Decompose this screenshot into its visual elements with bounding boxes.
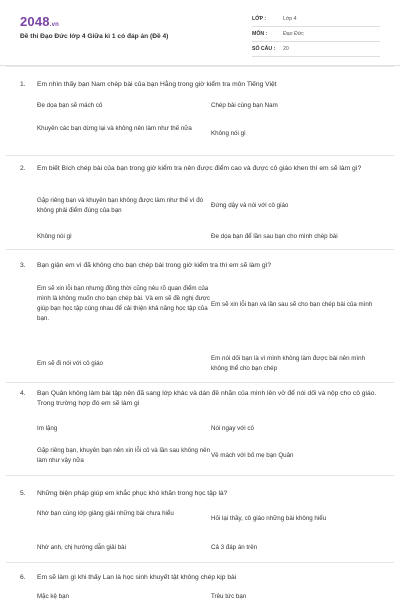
meta-row-subject: [252, 27, 380, 42]
answer-option[interactable]: Nói ngay với cô: [211, 425, 254, 432]
meta-row-count: [252, 42, 380, 57]
answer-option[interactable]: Gặp riêng bạn và khuyên bạn không được làm như thế vì đó không phải điểm đúng của bạn: [37, 197, 204, 214]
question-number: 4.: [20, 390, 26, 397]
divider: [6, 382, 394, 383]
answer-option[interactable]: Mặc kệ bạn: [37, 593, 69, 600]
question-number: 5.: [20, 490, 26, 497]
answer-option[interactable]: Khuyên các bạn dừng lại và không nên làm như thế nữa: [37, 125, 192, 132]
divider: [6, 66, 394, 67]
question-text: Bạn giận em vì đã không cho bạn chép bài trong giờ kiểm tra thì em sẽ làm gì?: [37, 262, 272, 269]
answer-option[interactable]: Cả 3 đáp án trên: [211, 544, 258, 551]
divider: [6, 249, 394, 250]
answer-option[interactable]: Trêu tức bạn: [211, 593, 247, 600]
meta-key: MÔN :: [252, 31, 268, 37]
answer-option[interactable]: Hỏi lại thầy, cô giáo những bài không hiểu: [211, 515, 327, 522]
answer-option[interactable]: Không nói gì: [211, 130, 246, 137]
answer-option[interactable]: Nhờ bạn cùng lớp giảng giải những bài chưa hiểu: [37, 510, 174, 517]
answer-option[interactable]: Chép bài cùng bạn Nam: [211, 102, 278, 109]
answer-option[interactable]: Đe dọa bạn sẽ mách cô: [37, 102, 103, 109]
question-text: Em sẽ làm gì khi thấy Lan là học sinh khuyết tật không chép kịp bài: [37, 574, 237, 581]
logo-main: 2048: [20, 14, 50, 29]
header: [0, 0, 400, 66]
answer-option[interactable]: Đe dọa bạn để lần sau bạn cho mình chép bài: [211, 233, 338, 240]
meta-value: Lớp 4: [283, 16, 297, 22]
logo-tld: .vn: [49, 22, 60, 28]
site-logo[interactable]: [20, 14, 59, 29]
question-text: Em biết Bích chép bài của bạn trong giờ kiểm tra nên được điểm cao và được cô giáo khen thì em sẽ làm gì?: [37, 165, 362, 172]
meta-key: LỚP :: [252, 16, 267, 22]
meta-value: 20: [283, 46, 289, 52]
page-title: Đề thi Đạo Đức lớp 4 Giữa kì 1 có đáp án (Đề 4): [20, 33, 169, 40]
answer-option[interactable]: Gặp riêng bạn, khuyên bạn nên xin lỗi cô và lần sau không nên làm như vậy nữa: [37, 447, 211, 464]
meta-key: SỐ CÂU :: [252, 46, 276, 52]
answer-option[interactable]: Em sẽ xin lỗi bạn nhưng đồng thời cũng nêu rõ quan điểm của mình là không muốn cho bạn chép bài. Và em sẽ đề nghị được giúp bạn học tập cùng nhau để cải thiện khả năng học tập của bạn.: [37, 285, 210, 322]
question-text: Bạn Quân không làm bài tập nên đã sang lớp khác và dán đề nhãn của mình lên vở để nói dối và nộp cho cô giáo. Trong trường hợp đó em sẽ làm gì: [37, 390, 377, 407]
divider: [6, 155, 394, 156]
answer-option[interactable]: Im lặng: [37, 425, 58, 432]
divider: [6, 475, 394, 476]
answer-option[interactable]: Em sẽ đi nói với cô giáo: [37, 360, 103, 367]
question-number: 6.: [20, 574, 26, 581]
question-text: Những biện pháp giúp em khắc phục khó khăn trong học tập là?: [37, 490, 228, 497]
answer-option[interactable]: Đứng dậy và nói với cô giáo: [211, 202, 289, 209]
question-number: 3.: [20, 262, 26, 269]
answer-option[interactable]: Không nói gì: [37, 233, 72, 240]
answer-option[interactable]: Về mách với bố mẹ bạn Quân: [211, 452, 294, 459]
meta-row-class: [252, 12, 380, 27]
question-text: Em nhìn thấy bạn Nam chép bài của bạn Hằng trong giờ kiểm tra môn Tiếng Việt: [37, 81, 277, 88]
meta-value: Đạo Đức: [283, 31, 304, 37]
meta-panel: [252, 12, 380, 57]
question-number: 1.: [20, 81, 26, 88]
answer-option[interactable]: Nhờ anh, chị hướng dẫn giải bài: [37, 544, 126, 551]
answer-option[interactable]: Em nói dối bạn là vì mình không làm được bài nên mình không thể cho bạn chép: [211, 355, 366, 372]
question-number: 2.: [20, 165, 26, 172]
divider: [6, 562, 394, 563]
answer-option[interactable]: Em sẽ xin lỗi bạn và lần sau sẽ cho bạn chép bài của mình: [211, 301, 373, 308]
